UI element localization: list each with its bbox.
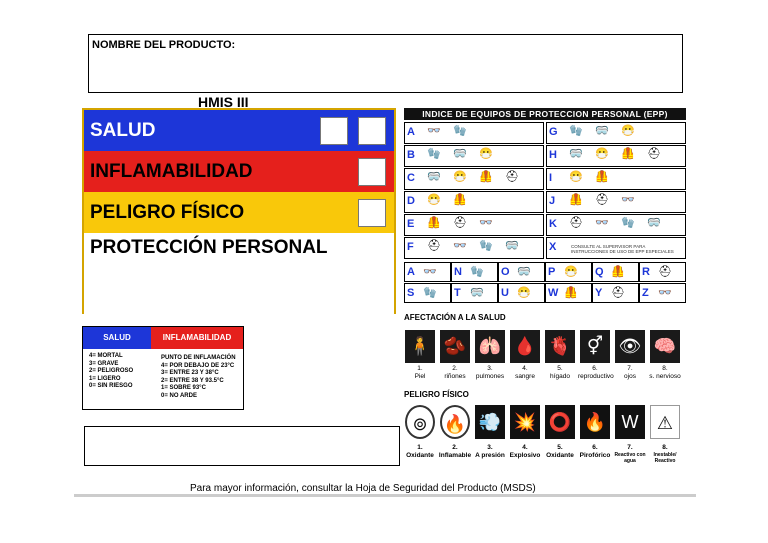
gas-cylinder-icon: 💨 bbox=[475, 405, 505, 439]
legend-infl-line: 3= ENTRE 23 Y 38°C bbox=[161, 370, 219, 376]
legend-infl-header: INFLAMABILIDAD bbox=[151, 327, 243, 349]
afectacion-title: AFECTACIÓN A LA SALUD bbox=[404, 313, 506, 322]
afectacion-number: 1. bbox=[417, 365, 423, 372]
epp-cell bbox=[451, 283, 498, 303]
reproductive-icon: ⚥ bbox=[580, 330, 610, 363]
ppe-icon: 🥽 bbox=[647, 217, 661, 229]
ppe-icon: 🦺 bbox=[611, 266, 625, 278]
hmis-inflamabilidad-text: INFLAMABILIDAD bbox=[90, 160, 253, 182]
epp-letter: J bbox=[549, 195, 556, 207]
ppe-icon: 🦺 bbox=[595, 171, 609, 183]
epp-letter: U bbox=[501, 287, 509, 299]
epp-cell bbox=[546, 214, 686, 236]
epp-letter: D bbox=[407, 195, 415, 207]
epp-cell bbox=[404, 122, 544, 144]
ppe-icon: 🥽 bbox=[470, 287, 484, 299]
ppe-icon: 👓 bbox=[479, 217, 493, 229]
legend-infl-line: 0= NO ARDE bbox=[161, 392, 197, 399]
hmis-proteccion-band[interactable] bbox=[84, 233, 394, 314]
epp-cell bbox=[546, 191, 686, 213]
ppe-icon: 😷 bbox=[453, 171, 467, 183]
epp-cell bbox=[404, 237, 544, 259]
epp-cell bbox=[404, 145, 544, 167]
epp-letter: A bbox=[407, 266, 415, 278]
peligro-label: A presión bbox=[475, 452, 505, 459]
ppe-icon: 👓 bbox=[595, 217, 609, 229]
peligro-label: Reactivo con agua bbox=[614, 452, 646, 464]
epp-letter: A bbox=[407, 126, 415, 138]
afectacion-label: hígado bbox=[550, 373, 570, 380]
epp-cell bbox=[404, 168, 544, 190]
legend-infl-line: PUNTO DE INFLAMACIÓN bbox=[161, 355, 236, 361]
ppe-icon: 🧤 bbox=[427, 148, 441, 160]
hmis-salud-band bbox=[84, 110, 394, 151]
afectacion-number: 3. bbox=[487, 365, 493, 372]
peligro-number: 7. bbox=[627, 444, 633, 451]
ppe-icon: ⛑ bbox=[505, 171, 519, 183]
oxidant-icon: ⭕ bbox=[545, 405, 575, 439]
afectacion-label: riñones bbox=[444, 373, 466, 380]
peligro-number: 6. bbox=[592, 444, 598, 451]
flame-icon: 🔥 bbox=[440, 405, 470, 439]
ppe-icon: 🥽 bbox=[427, 171, 441, 183]
ppe-icon: 🧤 bbox=[569, 125, 583, 137]
ppe-icon: 🧤 bbox=[479, 240, 493, 252]
ppe-icon: 👓 bbox=[423, 266, 437, 278]
epp-letter: Y bbox=[595, 287, 603, 299]
epp-cell bbox=[451, 262, 498, 282]
ppe-icon: 🦺 bbox=[427, 217, 441, 229]
epp-letter: O bbox=[501, 266, 510, 278]
pyrophoric-icon: 🔥 bbox=[580, 405, 610, 439]
ppe-icon: 😷 bbox=[427, 194, 441, 206]
ppe-icon: 🧤 bbox=[470, 266, 484, 278]
peligro-number: 2. bbox=[452, 444, 458, 451]
epp-cell bbox=[592, 262, 639, 282]
afectacion-label: Piel bbox=[414, 373, 426, 380]
legend-infl-line: 2= ENTRE 38 Y 93.5°C bbox=[161, 377, 224, 384]
ppe-icon: 🧤 bbox=[423, 287, 437, 299]
epp-cell bbox=[546, 122, 686, 144]
epp-letter: Q bbox=[595, 266, 604, 278]
brain-icon: 🧠 bbox=[650, 330, 680, 363]
epp-letter: W bbox=[548, 287, 559, 299]
kidney-icon: 🫘 bbox=[440, 330, 470, 363]
peligro-label: Inestable/ Reactivo bbox=[653, 452, 677, 464]
afectacion-number: 4. bbox=[522, 365, 528, 372]
eye-icon: 👁 bbox=[615, 330, 645, 363]
ppe-icon: 🦺 bbox=[479, 171, 493, 183]
epp-letter: G bbox=[549, 126, 558, 138]
peligro-fisico-rating-box[interactable] bbox=[358, 199, 386, 227]
epp-index-extra bbox=[404, 262, 686, 304]
epp-x-note: CONSULTE AL SUPERVISOR PARA INSTRUCCIONES DE USO DE EPP ESPECIALES bbox=[571, 244, 674, 254]
epp-title: INDICE DE EQUIPOS DE PROTECCION PERSONAL (EPP) bbox=[404, 108, 686, 120]
ppe-icon: 😷 bbox=[517, 287, 531, 299]
ppe-icon: 🥽 bbox=[595, 125, 609, 137]
hmis-inflamabilidad-band bbox=[84, 151, 394, 192]
peligro-label: Inflamable bbox=[438, 452, 472, 459]
rating-legend bbox=[82, 326, 244, 410]
peligro-number: 8. bbox=[662, 444, 668, 451]
water-reactive-icon: W bbox=[615, 405, 645, 439]
liver-icon: 🫀 bbox=[545, 330, 575, 363]
epp-letter: H bbox=[549, 149, 557, 161]
notes-box[interactable] bbox=[84, 426, 400, 466]
ppe-icon: 🥽 bbox=[453, 148, 467, 160]
epp-cell bbox=[404, 214, 544, 236]
legend-infl-lines bbox=[161, 355, 236, 400]
afectacion-label: reproductivo bbox=[578, 373, 614, 380]
epp-letter: X bbox=[549, 241, 557, 253]
product-name-label: NOMBRE DEL PRODUCTO: bbox=[92, 39, 236, 51]
lungs-icon: 🫁 bbox=[475, 330, 505, 363]
epp-cell bbox=[498, 283, 545, 303]
legend-infl-line: 4= POR DEBAJO DE 23°C bbox=[161, 362, 235, 369]
afectacion-number: 2. bbox=[452, 365, 458, 372]
ppe-icon: 👓 bbox=[658, 287, 672, 299]
epp-cell bbox=[498, 262, 545, 282]
peligro-number: 5. bbox=[557, 444, 563, 451]
blood-icon: 🩸 bbox=[510, 330, 540, 363]
legend-infl-line: 1= SOBRE 93°C bbox=[161, 385, 206, 391]
hmis-salud-text: SALUD bbox=[90, 119, 156, 141]
afectacion-label: pulmones bbox=[475, 373, 505, 380]
ppe-icon: ⛑ bbox=[569, 217, 583, 229]
ppe-icon: 🥽 bbox=[505, 240, 519, 252]
peligro-label: Oxidante bbox=[406, 452, 434, 459]
oxidizer-icon: ⊚ bbox=[405, 405, 435, 439]
skin-icon: 🧍 bbox=[405, 330, 435, 363]
ppe-icon: ⛑ bbox=[647, 148, 661, 160]
ppe-icon: 🦺 bbox=[453, 194, 467, 206]
ppe-icon: ⛑ bbox=[595, 194, 609, 206]
ppe-icon: 👓 bbox=[621, 194, 635, 206]
hmis-title: HMIS III bbox=[198, 94, 249, 110]
afectacion-label: sangre bbox=[515, 373, 535, 380]
epp-cell bbox=[639, 262, 686, 282]
afectacion-number: 5. bbox=[557, 365, 563, 372]
epp-letter: E bbox=[407, 218, 415, 230]
epp-cell bbox=[546, 168, 686, 190]
legend-salud-line: 4= MORTAL bbox=[89, 353, 123, 359]
afectacion-number: 6. bbox=[592, 365, 598, 372]
ppe-icon: ⛑ bbox=[453, 217, 467, 229]
epp-cell bbox=[404, 283, 451, 303]
ppe-icon: ⛑ bbox=[427, 240, 441, 252]
ppe-icon: ⛑ bbox=[658, 266, 672, 278]
peligro-number: 4. bbox=[522, 444, 528, 451]
hmis-proteccion-text: PROTECCIÓN PERSONAL bbox=[90, 237, 328, 258]
footer-divider bbox=[74, 494, 696, 497]
ppe-icon: 🥽 bbox=[569, 148, 583, 160]
peligro-label: Pirofórico bbox=[579, 452, 611, 459]
ppe-icon: 👓 bbox=[427, 125, 441, 137]
epp-letter: R bbox=[642, 266, 650, 278]
epp-cell bbox=[404, 191, 544, 213]
legend-salud-line: 1= LIGERO bbox=[89, 375, 121, 382]
explosive-icon: 💥 bbox=[510, 405, 540, 439]
ppe-icon: 😷 bbox=[595, 148, 609, 160]
hmis-peligro-fisico-band bbox=[84, 192, 394, 233]
peligro-number: 1. bbox=[417, 444, 423, 451]
hmis-label bbox=[82, 108, 396, 314]
epp-cell bbox=[545, 283, 592, 303]
salud-chronic-box[interactable] bbox=[358, 117, 386, 145]
legend-salud-line: 0= SIN RIESGO bbox=[89, 383, 133, 389]
ppe-icon: 🦺 bbox=[564, 287, 578, 299]
peligro-fisico-title: PELIGRO FÍSICO bbox=[404, 390, 469, 399]
epp-cell bbox=[546, 237, 686, 259]
peligro-label: Oxidante bbox=[546, 452, 574, 459]
ppe-icon: 😷 bbox=[569, 171, 583, 183]
legend-salud-header: SALUD bbox=[83, 327, 151, 349]
legend-salud-line: 3= GRAVE bbox=[89, 360, 119, 367]
epp-index bbox=[404, 108, 686, 258]
epp-cell bbox=[639, 283, 686, 303]
legend-salud-line: 2= PELIGROSO bbox=[89, 368, 134, 374]
epp-letter: T bbox=[454, 287, 461, 299]
epp-letter: F bbox=[407, 241, 414, 253]
peligro-number: 3. bbox=[487, 444, 493, 451]
epp-cell bbox=[592, 283, 639, 303]
inflamabilidad-rating-box[interactable] bbox=[358, 158, 386, 186]
ppe-icon: 😷 bbox=[564, 266, 578, 278]
epp-letter: B bbox=[407, 149, 415, 161]
ppe-icon: 🧤 bbox=[621, 217, 635, 229]
ppe-icon: 🧤 bbox=[453, 125, 467, 137]
ppe-icon: 🥽 bbox=[517, 266, 531, 278]
ppe-icon: 🦺 bbox=[569, 194, 583, 206]
afectacion-label: ojos bbox=[624, 373, 636, 380]
footer-text: Para mayor información, consultar la Hoja de Seguridad del Producto (MSDS) bbox=[190, 483, 536, 494]
hmis-peligro-fisico-text: PELIGRO FÍSICO bbox=[90, 201, 245, 223]
salud-rating-box[interactable] bbox=[320, 117, 348, 145]
epp-letter: P bbox=[548, 266, 556, 278]
unstable-icon: ⚠ bbox=[650, 405, 680, 439]
epp-letter: Z bbox=[642, 287, 649, 299]
afectacion-label: s. nervioso bbox=[649, 373, 681, 380]
ppe-icon: 😷 bbox=[479, 148, 493, 160]
legend-salud-lines bbox=[89, 353, 133, 391]
ppe-icon: 😷 bbox=[621, 125, 635, 137]
epp-letter: I bbox=[549, 172, 553, 184]
ppe-icon: ⛑ bbox=[611, 287, 625, 299]
afectacion-number: 8. bbox=[662, 365, 668, 372]
epp-letter: N bbox=[454, 266, 462, 278]
afectacion-number: 7. bbox=[627, 365, 633, 372]
ppe-icon: 🦺 bbox=[621, 148, 635, 160]
epp-letter: C bbox=[407, 172, 415, 184]
epp-cell bbox=[545, 262, 592, 282]
epp-cell bbox=[546, 145, 686, 167]
peligro-label: Explosivo bbox=[509, 452, 541, 459]
epp-letter: K bbox=[549, 218, 557, 230]
epp-letter: S bbox=[407, 287, 415, 299]
epp-cell bbox=[404, 262, 451, 282]
ppe-icon: 👓 bbox=[453, 240, 467, 252]
